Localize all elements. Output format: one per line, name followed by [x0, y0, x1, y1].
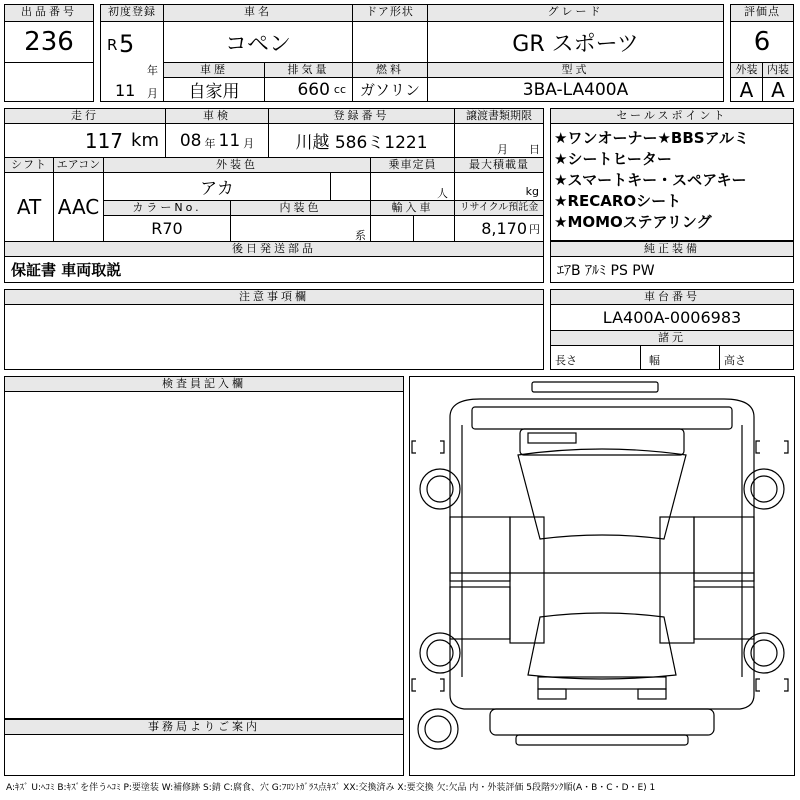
plate-label: 登録番号	[268, 108, 455, 124]
aircon-label: エアコン	[53, 157, 104, 173]
interior-color-box	[230, 215, 371, 242]
equipment-label: 純正装備	[550, 241, 794, 257]
import-car-label: 輸入車	[370, 200, 455, 216]
length-box	[550, 345, 641, 370]
fuel-value: ガソリン	[352, 77, 428, 102]
color-no-value: R70	[103, 215, 231, 242]
shift-label: シフト	[4, 157, 54, 173]
displacement-label: 排気量	[264, 62, 353, 78]
shift-value: AT	[4, 172, 54, 242]
transfer-month-unit: 月	[497, 143, 508, 156]
chassis-label: 車台番号	[550, 289, 794, 305]
sales-point-item: ★シートヒーター	[554, 150, 672, 168]
grade-value: GR スポーツ	[427, 21, 724, 63]
sales-points-label: セールスポイント	[550, 108, 794, 124]
history-label: 車歴	[163, 62, 265, 78]
color-no-label: カラーNo.	[103, 200, 231, 216]
displacement-value: 660	[297, 79, 330, 100]
model-code-value: 3BA-LA400A	[427, 77, 724, 102]
interior-grade-value: A	[762, 77, 794, 102]
grade-label: グレード	[427, 4, 724, 22]
era: R	[107, 36, 118, 54]
inspection-label: 車検	[165, 108, 269, 124]
capacity-unit: 人	[437, 187, 448, 200]
notes-label: 注意事項欄	[4, 289, 544, 305]
equipment-value: ｴｱB ｱﾙﾐ PS PW	[550, 256, 794, 283]
height-box	[719, 345, 794, 370]
inspection-box	[165, 123, 269, 158]
plate-value: 川越 586ミ1221	[268, 123, 455, 158]
fuel-label: 燃料	[352, 62, 428, 78]
reg-month-unit: 月	[147, 87, 158, 100]
car-name: コペン	[163, 21, 353, 63]
inspector-label: 検査員記入欄	[4, 376, 404, 392]
lot-number: 236	[4, 21, 94, 63]
transfer-deadline-label: 譲渡書類期限	[454, 108, 544, 124]
first-reg-label: 初度登録	[100, 4, 164, 22]
width-label: 幅	[649, 354, 660, 367]
mileage-label: 走行	[4, 108, 166, 124]
interior-grade-label: 内装	[762, 62, 794, 78]
recycle-value: 8,170	[481, 219, 527, 238]
sales-point-item: ★RECAROシート	[554, 192, 682, 210]
recycle-label: リサイクル預託金	[454, 200, 544, 216]
exterior-color-blank	[330, 172, 371, 201]
exterior-color-value: アカ	[103, 172, 331, 201]
office-area	[4, 734, 404, 776]
history-value: 自家用	[163, 77, 265, 102]
inspection-month-unit: 月	[243, 136, 255, 150]
exterior-grade-value: A	[730, 77, 763, 102]
exterior-color-label: 外装色	[103, 157, 371, 173]
displacement-box	[264, 77, 353, 102]
car-diagram	[409, 376, 795, 776]
sales-points-list	[550, 123, 794, 241]
office-label: 事務局よりご案内	[4, 719, 404, 735]
interior-color-label: 内装色	[230, 200, 371, 216]
height-label: 高さ	[724, 354, 746, 367]
car-name-label: 車名	[163, 4, 353, 22]
capacity-box	[370, 172, 455, 201]
interior-color-unit: 系	[355, 229, 366, 242]
inspection-year-unit: 年	[204, 136, 216, 150]
later-parts-label: 後日発送部品	[4, 241, 544, 257]
door-label: ドア形状	[352, 4, 428, 22]
transfer-day-unit: 日	[529, 143, 540, 156]
exterior-grade-label: 外装	[730, 62, 763, 78]
max-load-label: 最大積載量	[454, 157, 544, 173]
first-reg-box	[100, 21, 164, 102]
sales-point-item: ★MOMOステアリング	[554, 213, 712, 231]
max-load-unit: kg	[525, 185, 539, 198]
notes-area	[4, 304, 544, 370]
dimensions-label: 諸元	[550, 330, 794, 346]
inspection-month: 11	[218, 130, 241, 151]
mileage-unit: km	[131, 130, 159, 151]
chassis-value: LA400A-0006983	[550, 304, 794, 331]
score-value: 6	[730, 21, 794, 63]
length-label: 長さ	[555, 354, 577, 367]
recycle-box	[454, 215, 544, 242]
displacement-unit: cc	[333, 83, 346, 96]
aircon-value: AAC	[53, 172, 104, 242]
later-parts-value: 保証書 車両取説	[4, 256, 544, 283]
model-code-label: 型式	[427, 62, 724, 78]
sales-point-item: ★ワンオーナー★BBSアルミ	[554, 129, 749, 147]
import-car-box-a	[370, 215, 414, 242]
import-car-box-b	[413, 215, 455, 242]
car-outline-icon	[410, 377, 794, 775]
door-value	[352, 21, 428, 63]
score-label: 評価点	[730, 4, 794, 22]
reg-month: 11	[115, 81, 136, 100]
sales-point-item: ★スマートキー・スペアキー	[554, 171, 747, 189]
lot-blank	[4, 62, 94, 102]
capacity-label: 乗車定員	[370, 157, 455, 173]
lot-label: 出品番号	[4, 4, 94, 22]
max-load-box	[454, 172, 544, 201]
recycle-unit: 円	[529, 222, 540, 236]
inspection-year: 08	[179, 130, 202, 151]
transfer-deadline-box	[454, 123, 544, 158]
reg-year: 5	[119, 30, 135, 58]
legend-text: A:ｷｽﾞ U:ﾍｺﾐ B:ｷｽﾞを伴うﾍｺﾐ P:要塗装 W:補修跡 S:錆 C:腐食、穴 G:ﾌﾛﾝﾄｶﾞﾗｽ点ｷｽﾞ XX:交換済み X:要交換 欠:欠品 内・外装評価 5段階ﾗﾝｸ順(A・B・C・D・E) 1	[6, 783, 656, 793]
mileage-value: 117	[84, 128, 124, 153]
mileage-box	[4, 123, 166, 158]
width-box	[640, 345, 720, 370]
inspector-area	[4, 391, 404, 719]
reg-year-unit: 年	[147, 64, 158, 77]
